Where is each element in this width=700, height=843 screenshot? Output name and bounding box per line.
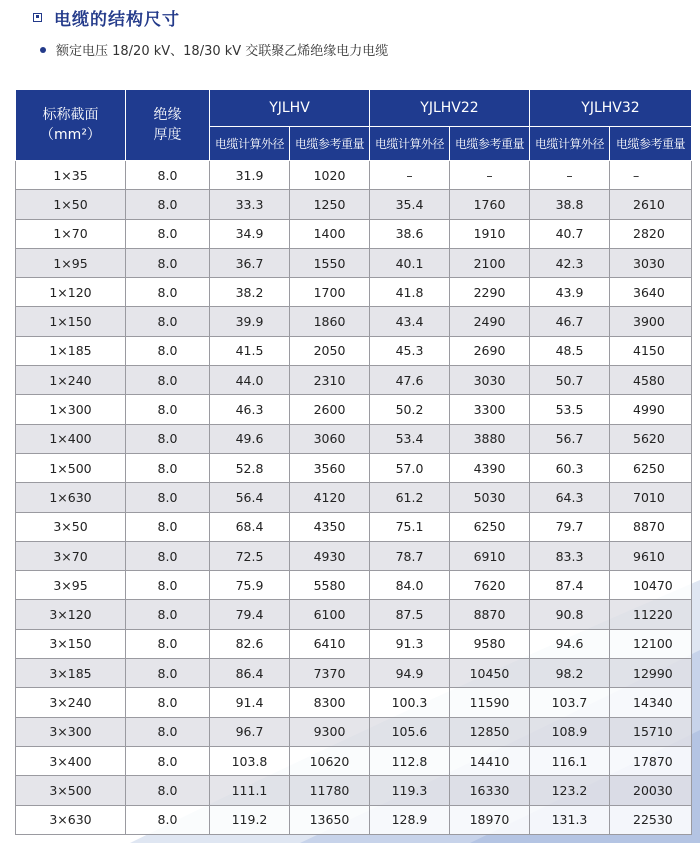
cell-cross-section: 1×240 [16, 366, 126, 395]
cell-cross-section: 1×150 [16, 307, 126, 336]
cell-yjlhv-diameter: 41.5 [210, 336, 290, 365]
cell-yjlhv-diameter: 72.5 [210, 541, 290, 570]
cell-yjlhv22-weight: 2100 [450, 248, 530, 277]
table-row [16, 278, 692, 307]
cell-yjlhv-weight: 5580 [290, 571, 370, 600]
group-header-yjlhv: YJLHV [210, 90, 370, 127]
cell-yjlhv22-diameter: 57.0 [370, 453, 450, 482]
cell-insulation: 8.0 [126, 366, 210, 395]
cell-yjlhv32-diameter: 90.8 [530, 600, 610, 629]
cell-yjlhv-diameter: 44.0 [210, 366, 290, 395]
cell-yjlhv22-diameter: 40.1 [370, 248, 450, 277]
cell-yjlhv22-weight: 2690 [450, 336, 530, 365]
cell-cross-section: 1×300 [16, 395, 126, 424]
cell-yjlhv22-weight: 18970 [450, 805, 530, 834]
cell-yjlhv32-diameter: 98.2 [530, 659, 610, 688]
cell-yjlhv22-diameter: 38.6 [370, 219, 450, 248]
cell-yjlhv22-diameter: 78.7 [370, 541, 450, 570]
cell-yjlhv32-weight: 4580 [610, 366, 692, 395]
cell-yjlhv22-weight: 1760 [450, 190, 530, 219]
cell-yjlhv-diameter: 31.9 [210, 161, 290, 190]
cell-yjlhv-weight: 3060 [290, 424, 370, 453]
cell-yjlhv-diameter: 91.4 [210, 688, 290, 717]
cell-yjlhv-weight: 1550 [290, 248, 370, 277]
cell-yjlhv22-diameter: 47.6 [370, 366, 450, 395]
table-row [16, 424, 692, 453]
subtitle-text: 额定电压 18/20 kV、18/30 kV 交联聚乙烯绝缘电力电缆 [56, 44, 389, 59]
cell-yjlhv32-weight: 14340 [610, 688, 692, 717]
cell-yjlhv22-weight: 3300 [450, 395, 530, 424]
cell-yjlhv32-diameter: 87.4 [530, 571, 610, 600]
cell-yjlhv22-diameter: 128.9 [370, 805, 450, 834]
cell-cross-section: 1×120 [16, 278, 126, 307]
cell-cross-section: 3×240 [16, 688, 126, 717]
cell-yjlhv-weight: 4350 [290, 512, 370, 541]
group-header-yjlhv22: YJLHV22 [370, 90, 530, 127]
subtitle-line [40, 40, 388, 59]
cell-yjlhv22-diameter: 105.6 [370, 717, 450, 746]
cell-cross-section: 1×95 [16, 248, 126, 277]
cell-insulation: 8.0 [126, 453, 210, 482]
cell-yjlhv-weight: 7370 [290, 659, 370, 688]
cell-yjlhv32-diameter: 103.7 [530, 688, 610, 717]
cell-yjlhv-weight: 2600 [290, 395, 370, 424]
cell-yjlhv-weight: 3560 [290, 453, 370, 482]
cell-yjlhv32-weight: 22530 [610, 805, 692, 834]
table-row [16, 307, 692, 336]
cell-yjlhv-diameter: 46.3 [210, 395, 290, 424]
cell-cross-section: 3×150 [16, 629, 126, 658]
cell-yjlhv-weight: 9300 [290, 717, 370, 746]
cell-insulation: 8.0 [126, 571, 210, 600]
cell-yjlhv22-weight: – [450, 161, 530, 190]
cell-cross-section: 3×120 [16, 600, 126, 629]
table-row [16, 688, 692, 717]
cell-yjlhv-weight: 11780 [290, 776, 370, 805]
table-row [16, 219, 692, 248]
cell-cross-section: 1×70 [16, 219, 126, 248]
cell-yjlhv32-weight: 17870 [610, 746, 692, 775]
cell-yjlhv-weight: 8300 [290, 688, 370, 717]
cell-insulation: 8.0 [126, 805, 210, 834]
cell-yjlhv22-diameter: – [370, 161, 450, 190]
group-header-yjlhv32: YJLHV32 [530, 90, 692, 127]
table-row [16, 512, 692, 541]
sub-header-weight: 电缆参考重量 [290, 127, 370, 161]
cell-yjlhv22-diameter: 112.8 [370, 746, 450, 775]
cell-yjlhv22-diameter: 87.5 [370, 600, 450, 629]
cell-insulation: 8.0 [126, 776, 210, 805]
cell-yjlhv32-diameter: 56.7 [530, 424, 610, 453]
cell-yjlhv32-weight: 5620 [610, 424, 692, 453]
table-row [16, 746, 692, 775]
cell-yjlhv32-weight: 3900 [610, 307, 692, 336]
cell-yjlhv22-weight: 3880 [450, 424, 530, 453]
cell-yjlhv-diameter: 96.7 [210, 717, 290, 746]
cell-cross-section: 3×50 [16, 512, 126, 541]
cell-yjlhv-diameter: 119.2 [210, 805, 290, 834]
cell-cross-section: 1×500 [16, 453, 126, 482]
cell-yjlhv-diameter: 111.1 [210, 776, 290, 805]
cell-insulation: 8.0 [126, 395, 210, 424]
table-row [16, 571, 692, 600]
cell-yjlhv32-diameter: 83.3 [530, 541, 610, 570]
sub-header-weight: 电缆参考重量 [610, 127, 692, 161]
cell-yjlhv32-diameter: 60.3 [530, 453, 610, 482]
cell-yjlhv32-weight: 2610 [610, 190, 692, 219]
cell-yjlhv22-weight: 2490 [450, 307, 530, 336]
cell-yjlhv-weight: 1700 [290, 278, 370, 307]
cell-insulation: 8.0 [126, 600, 210, 629]
cell-insulation: 8.0 [126, 190, 210, 219]
cell-yjlhv22-diameter: 43.4 [370, 307, 450, 336]
cell-cross-section: 1×35 [16, 161, 126, 190]
cell-yjlhv-weight: 6410 [290, 629, 370, 658]
cell-yjlhv32-weight: 7010 [610, 483, 692, 512]
cell-insulation: 8.0 [126, 512, 210, 541]
cell-cross-section: 3×300 [16, 717, 126, 746]
cell-yjlhv32-diameter: 46.7 [530, 307, 610, 336]
cell-yjlhv-diameter: 75.9 [210, 571, 290, 600]
cell-yjlhv32-diameter: 38.8 [530, 190, 610, 219]
cell-insulation: 8.0 [126, 424, 210, 453]
cell-yjlhv22-diameter: 100.3 [370, 688, 450, 717]
cell-yjlhv32-weight: 8870 [610, 512, 692, 541]
cell-cross-section: 1×50 [16, 190, 126, 219]
cell-yjlhv22-weight: 16330 [450, 776, 530, 805]
cell-yjlhv32-weight: 6250 [610, 453, 692, 482]
cell-yjlhv32-diameter: 116.1 [530, 746, 610, 775]
cell-yjlhv32-weight: 10470 [610, 571, 692, 600]
cell-yjlhv32-weight: 2820 [610, 219, 692, 248]
cell-yjlhv22-diameter: 45.3 [370, 336, 450, 365]
cell-yjlhv22-weight: 3030 [450, 366, 530, 395]
cell-yjlhv-weight: 2050 [290, 336, 370, 365]
sub-header-diameter: 电缆计算外径 [370, 127, 450, 161]
cell-yjlhv22-weight: 5030 [450, 483, 530, 512]
cell-yjlhv-diameter: 39.9 [210, 307, 290, 336]
cell-insulation: 8.0 [126, 278, 210, 307]
section-header [33, 6, 180, 28]
cell-yjlhv22-weight: 6250 [450, 512, 530, 541]
cell-yjlhv22-weight: 9580 [450, 629, 530, 658]
cell-yjlhv-diameter: 36.7 [210, 248, 290, 277]
cell-yjlhv-diameter: 82.6 [210, 629, 290, 658]
cell-yjlhv-weight: 1250 [290, 190, 370, 219]
cell-yjlhv22-weight: 11590 [450, 688, 530, 717]
cell-yjlhv-weight: 6100 [290, 600, 370, 629]
cell-yjlhv32-weight: 15710 [610, 717, 692, 746]
cell-yjlhv-diameter: 68.4 [210, 512, 290, 541]
cell-yjlhv32-diameter: 53.5 [530, 395, 610, 424]
table-row [16, 805, 692, 834]
cell-yjlhv22-diameter: 50.2 [370, 395, 450, 424]
table-row [16, 600, 692, 629]
table-row [16, 717, 692, 746]
cell-yjlhv22-weight: 2290 [450, 278, 530, 307]
cell-yjlhv22-diameter: 91.3 [370, 629, 450, 658]
cell-yjlhv32-weight: 11220 [610, 600, 692, 629]
cell-insulation: 8.0 [126, 483, 210, 512]
table-row [16, 395, 692, 424]
cell-yjlhv-weight: 1020 [290, 161, 370, 190]
cell-yjlhv-weight: 4930 [290, 541, 370, 570]
cell-insulation: 8.0 [126, 307, 210, 336]
cell-yjlhv32-weight: 3030 [610, 248, 692, 277]
section-title: 电缆的结构尺寸 [54, 9, 180, 30]
cell-yjlhv32-diameter: 50.7 [530, 366, 610, 395]
cell-yjlhv-weight: 2310 [290, 366, 370, 395]
cell-yjlhv22-weight: 8870 [450, 600, 530, 629]
cell-yjlhv32-diameter: 131.3 [530, 805, 610, 834]
cell-yjlhv-weight: 1860 [290, 307, 370, 336]
cell-yjlhv22-weight: 12850 [450, 717, 530, 746]
dot-bullet-icon [40, 47, 46, 53]
cell-yjlhv22-diameter: 61.2 [370, 483, 450, 512]
cell-yjlhv32-diameter: 43.9 [530, 278, 610, 307]
cell-yjlhv-diameter: 56.4 [210, 483, 290, 512]
cell-cross-section: 1×400 [16, 424, 126, 453]
cell-yjlhv-weight: 4120 [290, 483, 370, 512]
cell-yjlhv-weight: 13650 [290, 805, 370, 834]
table-body [16, 161, 692, 835]
cell-yjlhv22-diameter: 53.4 [370, 424, 450, 453]
cell-yjlhv32-weight: 20030 [610, 776, 692, 805]
cell-yjlhv32-weight: 12100 [610, 629, 692, 658]
cell-insulation: 8.0 [126, 688, 210, 717]
sub-header-diameter: 电缆计算外径 [530, 127, 610, 161]
cell-cross-section: 1×630 [16, 483, 126, 512]
table-row [16, 248, 692, 277]
table-row [16, 483, 692, 512]
cell-yjlhv32-diameter: 94.6 [530, 629, 610, 658]
table-row [16, 366, 692, 395]
cell-cross-section: 3×630 [16, 805, 126, 834]
square-bullet-icon [33, 13, 42, 22]
table-row [16, 453, 692, 482]
cell-cross-section: 3×400 [16, 746, 126, 775]
cell-yjlhv32-diameter: 48.5 [530, 336, 610, 365]
cell-insulation: 8.0 [126, 717, 210, 746]
cell-insulation: 8.0 [126, 746, 210, 775]
cell-yjlhv32-weight: 4990 [610, 395, 692, 424]
cell-yjlhv32-diameter: 40.7 [530, 219, 610, 248]
cell-cross-section: 3×185 [16, 659, 126, 688]
cell-yjlhv-diameter: 38.2 [210, 278, 290, 307]
cell-cross-section: 3×70 [16, 541, 126, 570]
cell-yjlhv32-diameter: 108.9 [530, 717, 610, 746]
cell-yjlhv32-weight: – [610, 161, 692, 190]
cell-yjlhv22-weight: 14410 [450, 746, 530, 775]
cell-yjlhv22-weight: 4390 [450, 453, 530, 482]
table-row [16, 541, 692, 570]
cell-insulation: 8.0 [126, 219, 210, 248]
cell-yjlhv32-weight: 9610 [610, 541, 692, 570]
cell-yjlhv32-diameter: 79.7 [530, 512, 610, 541]
col-header-insulation: 绝缘 厚度 [126, 90, 210, 161]
cable-dimension-table [15, 89, 692, 835]
cell-cross-section: 3×500 [16, 776, 126, 805]
cell-yjlhv22-diameter: 94.9 [370, 659, 450, 688]
col-header-cross-section: 标称截面 （mm²） [16, 90, 126, 161]
cell-insulation: 8.0 [126, 161, 210, 190]
cell-insulation: 8.0 [126, 541, 210, 570]
cell-yjlhv22-diameter: 84.0 [370, 571, 450, 600]
cell-yjlhv-diameter: 52.8 [210, 453, 290, 482]
cell-cross-section: 1×185 [16, 336, 126, 365]
cell-yjlhv-diameter: 103.8 [210, 746, 290, 775]
table-row [16, 190, 692, 219]
cell-yjlhv32-weight: 4150 [610, 336, 692, 365]
sub-header-diameter: 电缆计算外径 [210, 127, 290, 161]
table-row [16, 336, 692, 365]
cell-yjlhv32-weight: 3640 [610, 278, 692, 307]
sub-header-weight: 电缆参考重量 [450, 127, 530, 161]
cell-yjlhv32-diameter: – [530, 161, 610, 190]
cell-yjlhv22-weight: 6910 [450, 541, 530, 570]
cell-yjlhv22-diameter: 119.3 [370, 776, 450, 805]
cell-yjlhv22-weight: 1910 [450, 219, 530, 248]
cell-yjlhv22-diameter: 75.1 [370, 512, 450, 541]
cell-yjlhv22-diameter: 35.4 [370, 190, 450, 219]
cell-insulation: 8.0 [126, 336, 210, 365]
cell-yjlhv22-weight: 7620 [450, 571, 530, 600]
cell-yjlhv-weight: 1400 [290, 219, 370, 248]
table-row [16, 161, 692, 190]
cell-yjlhv32-diameter: 123.2 [530, 776, 610, 805]
cell-cross-section: 3×95 [16, 571, 126, 600]
cell-yjlhv-diameter: 33.3 [210, 190, 290, 219]
cell-yjlhv-diameter: 79.4 [210, 600, 290, 629]
cell-insulation: 8.0 [126, 248, 210, 277]
cell-yjlhv-diameter: 49.6 [210, 424, 290, 453]
table-row [16, 629, 692, 658]
cell-yjlhv-diameter: 86.4 [210, 659, 290, 688]
cell-yjlhv-weight: 10620 [290, 746, 370, 775]
cell-yjlhv22-diameter: 41.8 [370, 278, 450, 307]
cell-yjlhv32-weight: 12990 [610, 659, 692, 688]
cell-insulation: 8.0 [126, 659, 210, 688]
cell-yjlhv32-diameter: 42.3 [530, 248, 610, 277]
cell-yjlhv-diameter: 34.9 [210, 219, 290, 248]
cell-insulation: 8.0 [126, 629, 210, 658]
table-row [16, 659, 692, 688]
cell-yjlhv22-weight: 10450 [450, 659, 530, 688]
table-row [16, 776, 692, 805]
cell-yjlhv32-diameter: 64.3 [530, 483, 610, 512]
